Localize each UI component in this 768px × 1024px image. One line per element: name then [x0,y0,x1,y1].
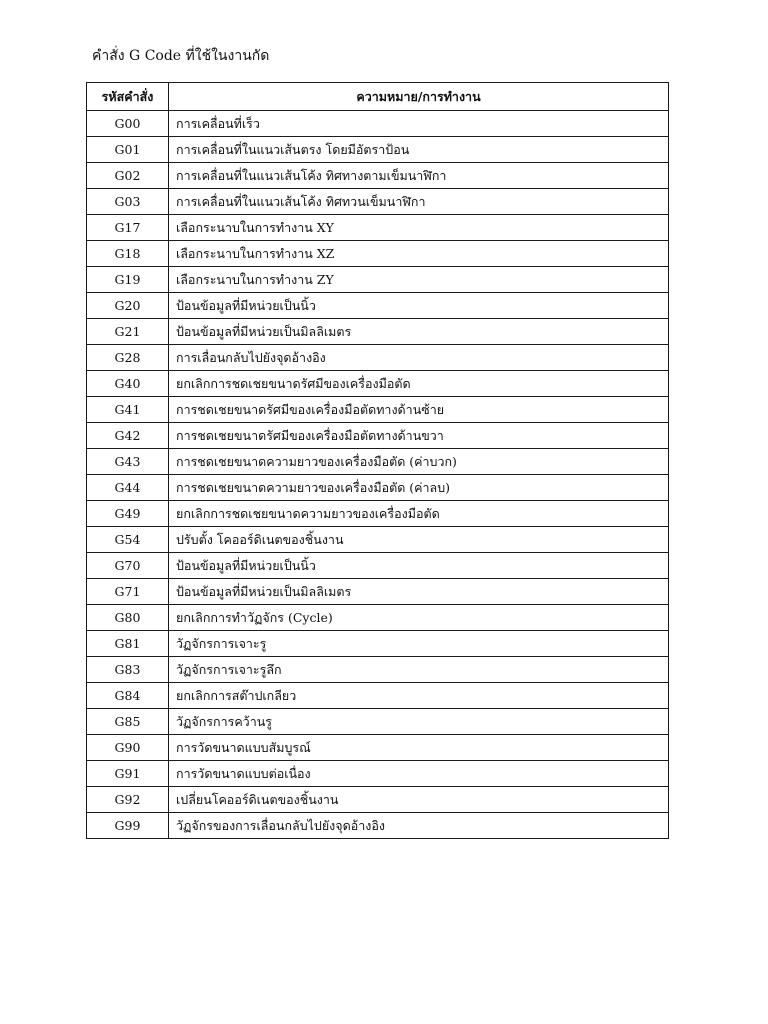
table-row [87,293,669,319]
table-row [87,501,669,527]
gcode-cell: G44 [87,475,169,501]
table-row [87,605,669,631]
meaning-cell: ยกเลิกการสต๊าปเกลียว [169,683,669,709]
meaning-cell: เลือกระนาบในการทำงาน ZY [169,267,669,293]
meaning-cell: ยกเลิกการชดเชยขนาดความยาวของเครื่องมือตัด [169,501,669,527]
table-row [87,475,669,501]
gcode-cell: G03 [87,189,169,215]
table-body [87,111,669,839]
gcode-cell: G84 [87,683,169,709]
meaning-cell: การวัดขนาดแบบสัมบูรณ์ [169,735,669,761]
table-row [87,553,669,579]
table-row [87,631,669,657]
table-row [87,449,669,475]
gcode-cell: G90 [87,735,169,761]
gcode-cell: G83 [87,657,169,683]
meaning-cell: ป้อนข้อมูลที่มีหน่วยเป็นมิลลิเมตร [169,579,669,605]
gcode-cell: G18 [87,241,169,267]
meaning-cell: วัฏจักรการคว้านรู [169,709,669,735]
gcode-cell: G91 [87,761,169,787]
meaning-cell: การเคลื่อนที่เร็ว [169,111,669,137]
meaning-cell: การเลื่อนกลับไปยังจุดอ้างอิง [169,345,669,371]
meaning-cell: การชดเชยขนาดความยาวของเครื่องมือตัด (ค่าบวก) [169,449,669,475]
meaning-cell: ยกเลิกการทำวัฏจักร (Cycle) [169,605,669,631]
meaning-cell: การเคลื่อนที่ในแนวเส้นตรง โดยมีอัตราป้อน [169,137,669,163]
gcode-cell: G00 [87,111,169,137]
meaning-cell: วัฏจักรของการเลื่อนกลับไปยังจุดอ้างอิง [169,813,669,839]
table-row [87,709,669,735]
table-row [87,423,669,449]
table-row [87,813,669,839]
meaning-cell: ปรับตั้ง โคออร์ดิเนตของชิ้นงาน [169,527,669,553]
meaning-cell: เลือกระนาบในการทำงาน XY [169,215,669,241]
table-row [87,137,669,163]
meaning-cell: วัฏจักรการเจาะรู [169,631,669,657]
table-row [87,579,669,605]
table-row [87,111,669,137]
meaning-cell: ป้อนข้อมูลที่มีหน่วยเป็นมิลลิเมตร [169,319,669,345]
table-row [87,761,669,787]
table-row [87,163,669,189]
table-row [87,241,669,267]
table-row [87,683,669,709]
meaning-cell: การชดเชยขนาดความยาวของเครื่องมือตัด (ค่าลบ) [169,475,669,501]
meaning-cell: การชดเชยขนาดรัศมีของเครื่องมือตัดทางด้านขวา [169,423,669,449]
table-row [87,319,669,345]
column-header-meaning: ความหมาย/การทำงาน [169,83,669,111]
meaning-cell: ป้อนข้อมูลที่มีหน่วยเป็นนิ้ว [169,553,669,579]
table-row [87,267,669,293]
gcode-cell: G40 [87,371,169,397]
gcode-cell: G21 [87,319,169,345]
meaning-cell: ยกเลิกการชดเชยขนาดรัศมีของเครื่องมือตัด [169,371,669,397]
meaning-cell: เลือกระนาบในการทำงาน XZ [169,241,669,267]
gcode-cell: G20 [87,293,169,319]
table-row [87,371,669,397]
gcode-cell: G28 [87,345,169,371]
meaning-cell: การเคลื่อนที่ในแนวเส้นโค้ง ทิศทางตามเข็มนาฬิกา [169,163,669,189]
meaning-cell: เปลี่ยนโคออร์ดิเนตของชิ้นงาน [169,787,669,813]
table-row [87,787,669,813]
gcode-cell: G02 [87,163,169,189]
table-row [87,215,669,241]
table-row [87,345,669,371]
gcode-cell: G17 [87,215,169,241]
gcode-cell: G49 [87,501,169,527]
gcode-cell: G80 [87,605,169,631]
table-row [87,735,669,761]
meaning-cell: วัฏจักรการเจาะรูลึก [169,657,669,683]
column-header-code: รหัสคำสั่ง [87,83,169,111]
table-row [87,397,669,423]
gcode-cell: G54 [87,527,169,553]
table-header-row [87,83,669,111]
gcode-table [86,82,669,839]
gcode-cell: G41 [87,397,169,423]
gcode-cell: G99 [87,813,169,839]
table-row [87,657,669,683]
gcode-cell: G92 [87,787,169,813]
meaning-cell: การวัดขนาดแบบต่อเนื่อง [169,761,669,787]
gcode-cell: G71 [87,579,169,605]
gcode-cell: G85 [87,709,169,735]
table-row [87,189,669,215]
table-row [87,527,669,553]
meaning-cell: ป้อนข้อมูลที่มีหน่วยเป็นนิ้ว [169,293,669,319]
gcode-cell: G43 [87,449,169,475]
meaning-cell: การเคลื่อนที่ในแนวเส้นโค้ง ทิศทวนเข็มนาฬิกา [169,189,669,215]
gcode-cell: G81 [87,631,169,657]
gcode-cell: G19 [87,267,169,293]
document-title: คำสั่ง G Code ที่ใช้ในงานกัด [92,48,270,64]
gcode-cell: G01 [87,137,169,163]
gcode-cell: G42 [87,423,169,449]
gcode-cell: G70 [87,553,169,579]
meaning-cell: การชดเชยขนาดรัศมีของเครื่องมือตัดทางด้านซ้าย [169,397,669,423]
